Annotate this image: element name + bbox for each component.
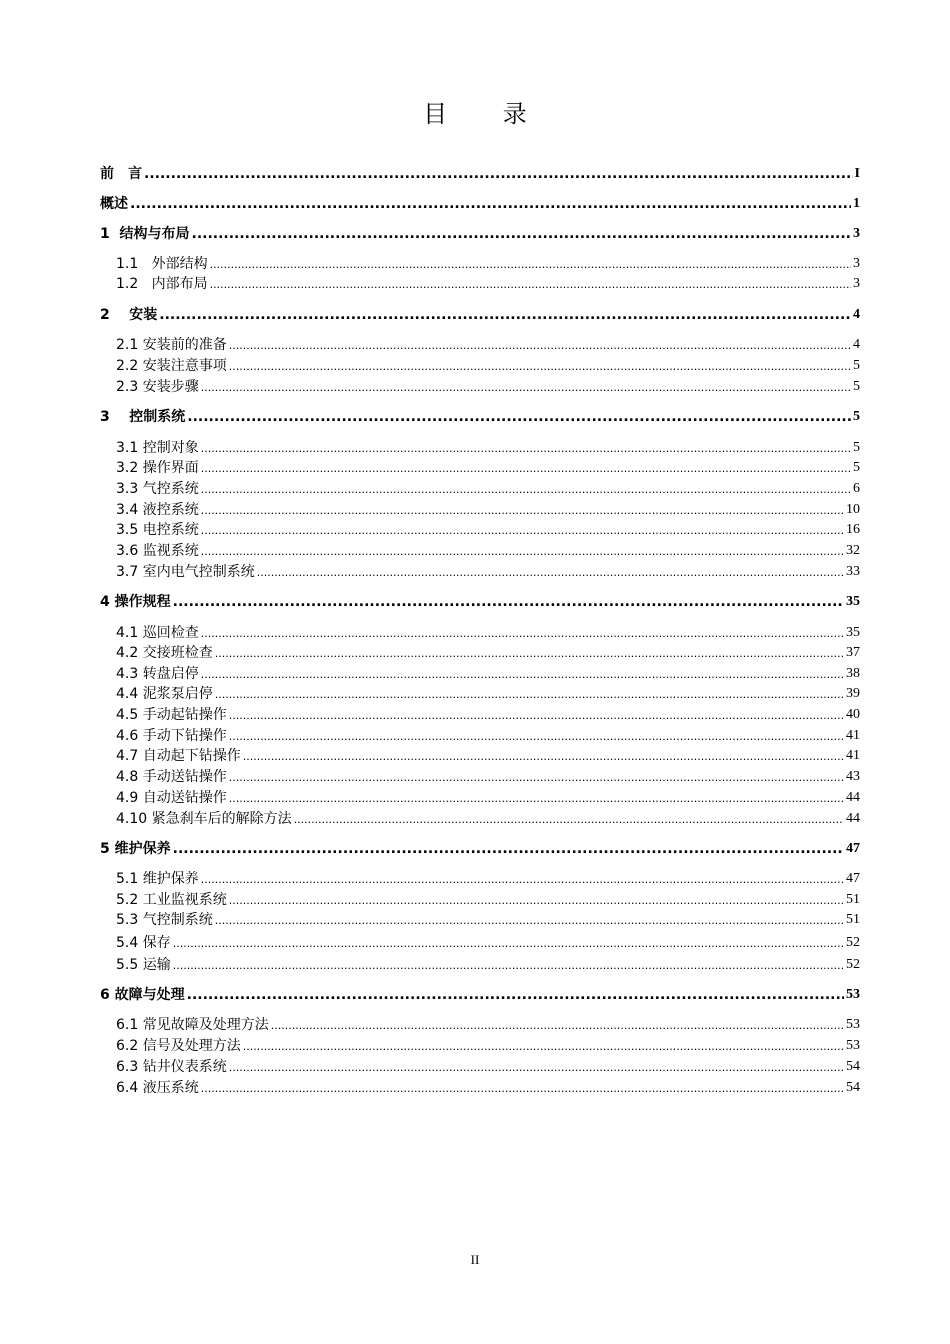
toc-entry-label: 2.1 安装前的准备: [116, 337, 227, 353]
toc-leader-dots: [201, 1080, 844, 1096]
toc-entry-label: 6.4 液压系统: [116, 1080, 199, 1096]
toc-entry[interactable]: [116, 682, 860, 702]
toc-entry-page: 41: [846, 748, 860, 763]
toc-entry-label: 3.7 室内电气控制系统: [116, 564, 255, 580]
toc-entry-page: 47: [846, 841, 860, 856]
toc-leader-dots: [187, 987, 844, 1003]
toc-entry[interactable]: [116, 272, 860, 292]
toc-entry-label: 4.1 巡回检查: [116, 625, 199, 641]
toc-entry[interactable]: [100, 222, 860, 242]
toc-leader-dots: [229, 707, 844, 723]
toc-entry[interactable]: [100, 590, 860, 610]
toc-entry[interactable]: [116, 703, 860, 723]
toc-entry-label: 2.3 安装步骤: [116, 379, 199, 395]
toc-entry[interactable]: [116, 252, 860, 272]
toc-entry[interactable]: [116, 477, 860, 497]
toc-leader-dots: [187, 409, 851, 425]
toc-entry[interactable]: [116, 436, 860, 456]
toc-entry-page: 35: [846, 594, 860, 609]
toc-leader-dots: [243, 748, 844, 764]
toc-leader-dots: [130, 196, 851, 212]
toc-entry-label: 概述: [100, 196, 128, 212]
toc-entry-page: 5: [853, 409, 860, 424]
page-title: 目 录: [423, 100, 551, 128]
toc-entry-page: 44: [846, 811, 860, 826]
toc-leader-dots: [201, 871, 844, 887]
toc-leader-dots: [229, 790, 844, 806]
toc-entry-label: 5.3 气控制系统: [116, 912, 213, 928]
toc-entry[interactable]: [116, 867, 860, 887]
toc-entry-page: 6: [853, 481, 860, 496]
toc-entry-page: 40: [846, 707, 860, 722]
toc-entry-label: 3.4 液控系统: [116, 502, 199, 518]
toc-entry-label: 2 安装: [100, 307, 158, 323]
toc-entry-label: 2.2 安装注意事项: [116, 358, 227, 374]
toc-entry-page: 5: [853, 358, 860, 373]
toc-entry-page: 52: [846, 957, 860, 972]
toc-leader-dots: [229, 1059, 844, 1075]
toc-entry[interactable]: [116, 786, 860, 806]
toc-entry-label: 3.1 控制对象: [116, 440, 199, 456]
toc-entry-page: 4: [853, 307, 860, 322]
toc-entry-label: 3.3 气控系统: [116, 481, 199, 497]
toc-entry-label: 4.6 手动下钻操作: [116, 728, 227, 744]
toc-entry-label: 4.8 手动送钻操作: [116, 769, 227, 785]
toc-entry-label: 1.1 外部结构: [116, 256, 208, 272]
toc-entry-label: 1.2 内部布局: [116, 276, 208, 292]
toc-entry[interactable]: [116, 1076, 860, 1096]
toc-entry-label: 3 控制系统: [100, 409, 186, 425]
toc-entry-label: 5.5 运输: [116, 957, 171, 973]
toc-entry-page: 47: [846, 871, 860, 886]
toc-entry[interactable]: [100, 405, 860, 425]
toc-leader-dots: [229, 358, 851, 374]
toc-entry[interactable]: [116, 354, 860, 374]
toc-leader-dots: [215, 912, 844, 928]
toc-entry-page: 43: [846, 769, 860, 784]
toc-entry-label: 3.2 操作界面: [116, 460, 199, 476]
toc-leader-dots: [201, 522, 844, 538]
toc-entry-label: 3.5 电控系统: [116, 522, 199, 538]
toc-entry-page: 3: [853, 226, 860, 241]
toc-entry-label: 4.4 泥浆泵启停: [116, 686, 213, 702]
toc-leader-dots: [215, 645, 844, 661]
toc-leader-dots: [257, 564, 844, 580]
toc-leader-dots: [144, 166, 853, 182]
toc-leader-dots: [173, 957, 844, 973]
toc-entry-label: 4.3 转盘启停: [116, 666, 199, 682]
toc-entry-label: 6.2 信号及处理方法: [116, 1038, 241, 1054]
toc-entry-page: 37: [846, 645, 860, 660]
toc-entry[interactable]: [116, 765, 860, 785]
toc-entry-page: 35: [846, 625, 860, 640]
toc-entry[interactable]: [116, 641, 860, 661]
toc-entry[interactable]: [116, 1055, 860, 1075]
toc-entry[interactable]: [116, 724, 860, 744]
toc-entry-label: 5.4 保存: [116, 935, 171, 951]
toc-entry-label: 5 维护保养: [100, 841, 171, 857]
toc-entry[interactable]: [116, 375, 860, 395]
toc-entry-page: 53: [846, 987, 860, 1002]
toc-entry-label: 4.5 手动起钻操作: [116, 707, 227, 723]
toc-entry-label: 4.2 交接班检查: [116, 645, 213, 661]
toc-leader-dots: [173, 841, 844, 857]
toc-entry-label: 5.2 工业监视系统: [116, 892, 227, 908]
toc-entry-page: 3: [853, 256, 860, 271]
toc-entry[interactable]: [100, 303, 860, 323]
toc-entry-label: 4.7 自动起下钻操作: [116, 748, 241, 764]
toc-entry[interactable]: [116, 807, 860, 827]
toc-leader-dots: [229, 892, 844, 908]
toc-entry-page: 44: [846, 790, 860, 805]
toc-entry-page: 33: [846, 564, 860, 579]
toc-entry-page: 5: [853, 379, 860, 394]
toc-entry-page: 5: [853, 460, 860, 475]
toc-entry-label: 4.10 紧急刹车后的解除方法: [116, 811, 292, 827]
toc-leader-dots: [159, 307, 851, 323]
toc-entry-label: 4 操作规程: [100, 594, 171, 610]
toc-leader-dots: [192, 226, 852, 242]
toc-entry-page: 52: [846, 935, 860, 950]
toc-entry-label: 3.6 监视系统: [116, 543, 199, 559]
toc-entry[interactable]: [100, 162, 860, 182]
toc-entry-page: 4: [853, 337, 860, 352]
toc-entry-page: 51: [846, 912, 860, 927]
toc-entry-page: 53: [846, 1017, 860, 1032]
toc-leader-dots: [215, 686, 844, 702]
toc-entry-label: 5.1 维护保养: [116, 871, 199, 887]
toc-entry[interactable]: [116, 662, 860, 682]
toc-leader-dots: [173, 594, 844, 610]
toc-entry-label: 6.3 钻井仪表系统: [116, 1059, 227, 1075]
toc-entry[interactable]: [100, 192, 860, 212]
toc-entry[interactable]: [116, 456, 860, 476]
toc-entry-page: 53: [846, 1038, 860, 1053]
toc-leader-dots: [210, 256, 851, 272]
toc-leader-dots: [294, 811, 844, 827]
toc-leader-dots: [201, 481, 851, 497]
toc-entry-page: 32: [846, 543, 860, 558]
toc-entry[interactable]: [116, 560, 860, 580]
toc-entry-page: 41: [846, 728, 860, 743]
toc-entry[interactable]: [116, 1013, 860, 1033]
toc-leader-dots: [201, 502, 844, 518]
toc-leader-dots: [229, 337, 851, 353]
toc-entry[interactable]: [116, 539, 860, 559]
toc-entry-label: 前 言: [100, 166, 142, 182]
toc-entry[interactable]: [116, 953, 860, 973]
toc-entry-page: 5: [853, 440, 860, 455]
toc-entry-page: 38: [846, 666, 860, 681]
toc-leader-dots: [201, 543, 844, 559]
toc-leader-dots: [271, 1017, 844, 1033]
toc-entry[interactable]: [116, 931, 860, 951]
toc-leader-dots: [229, 769, 844, 785]
toc-entry-page: 10: [846, 502, 860, 517]
toc-entry[interactable]: [116, 498, 860, 518]
toc-entry-label: 1 结构与布局: [100, 226, 190, 242]
toc-entry[interactable]: [116, 621, 860, 641]
toc-entry-page: 54: [846, 1059, 860, 1074]
toc-entry-page: 39: [846, 686, 860, 701]
toc-entry-label: 4.9 自动送钻操作: [116, 790, 227, 806]
page-number: II: [470, 1252, 480, 1267]
toc-leader-dots: [201, 625, 844, 641]
toc-entry[interactable]: [116, 333, 860, 353]
toc-leader-dots: [243, 1038, 844, 1054]
toc-leader-dots: [201, 379, 851, 395]
toc-entry[interactable]: [116, 1034, 860, 1054]
toc-entry[interactable]: [116, 518, 860, 538]
toc-leader-dots: [201, 460, 851, 476]
toc-entry[interactable]: [116, 908, 860, 928]
toc-entry-page: 1: [853, 196, 860, 211]
toc-entry-label: 6 故障与处理: [100, 987, 185, 1003]
toc-entry[interactable]: [100, 983, 860, 1003]
toc-entry[interactable]: [116, 888, 860, 908]
toc-entry[interactable]: [116, 744, 860, 764]
toc-leader-dots: [201, 440, 851, 456]
toc-entry[interactable]: [100, 837, 860, 857]
toc-leader-dots: [229, 728, 844, 744]
toc-leader-dots: [173, 935, 844, 951]
toc-leader-dots: [210, 276, 851, 292]
toc-entry-page: 3: [853, 276, 860, 291]
toc-entry-page: 16: [846, 522, 860, 537]
toc-entry-page: I: [854, 166, 860, 181]
toc-entry-page: 54: [846, 1080, 860, 1095]
toc-leader-dots: [201, 666, 844, 682]
toc-entry-label: 6.1 常见故障及处理方法: [116, 1017, 269, 1033]
toc-entry-page: 51: [846, 892, 860, 907]
